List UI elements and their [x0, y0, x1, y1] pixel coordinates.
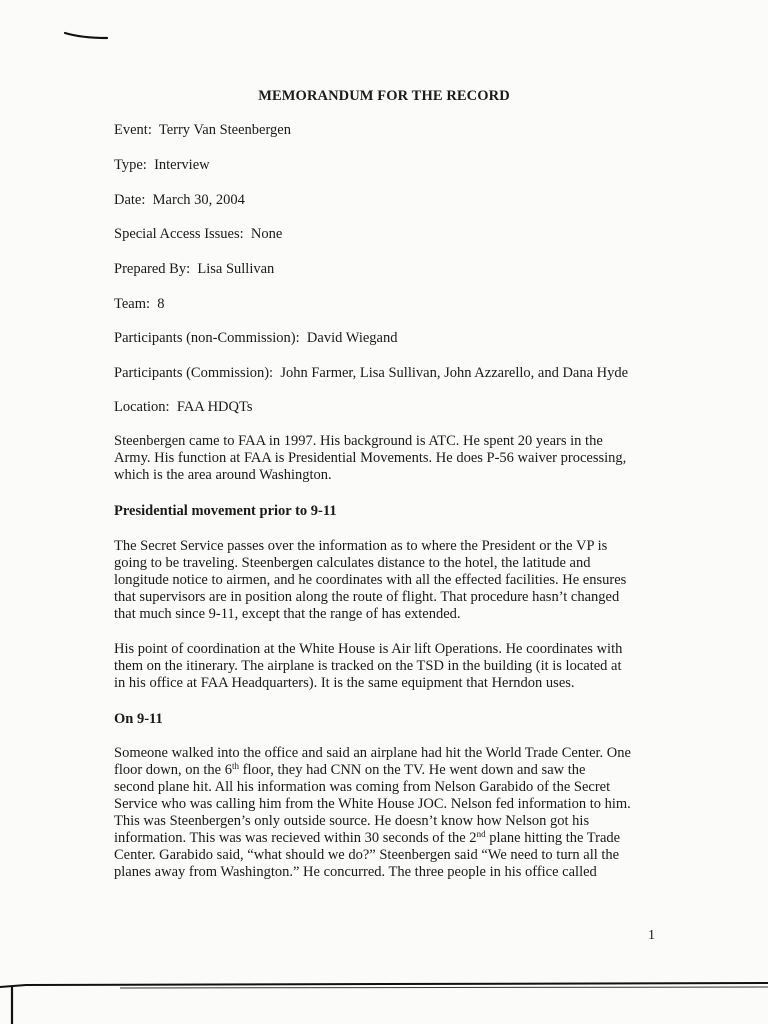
field-label: Location: [114, 399, 170, 415]
paragraph-line: Center. Garabido said, “what should we do?” Steenbergen said “We need to turn all the [114, 847, 620, 863]
field-event [114, 122, 291, 139]
field-value: Lisa Sullivan [197, 261, 275, 277]
paragraph-line: Army. His function at FAA is Presidential Movements. He does P-56 waiver processing, [114, 450, 627, 466]
field-location [114, 399, 253, 416]
pen-mark-icon [63, 30, 109, 40]
field-label: Participants (non-Commission): [114, 330, 300, 346]
field-value: Terry Van Steenbergen [158, 122, 291, 138]
paragraph-line: which is the area around Washington. [114, 467, 332, 483]
field-label: Participants (Commission): [114, 365, 274, 381]
memo-title: MEMORANDUM FOR THE RECORD [258, 88, 510, 104]
paragraph-line: The Secret Service passes over the information as to where the President or the VP is [114, 538, 608, 554]
field-value: March 30, 2004 [152, 192, 245, 208]
field-label: Team: [114, 296, 151, 312]
field-type [114, 157, 210, 174]
field-value: 8 [157, 296, 165, 312]
paragraph-line: going to be traveling. Steenbergen calculates distance to the hotel, the latitude and [114, 555, 591, 571]
ordinal-superscript: nd [476, 829, 486, 839]
field-participants-commission [114, 365, 628, 382]
line-text: plane hitting the Trade [485, 830, 621, 846]
section-heading-on-9-11: On 9-11 [114, 711, 163, 727]
paragraph-line [114, 830, 644, 847]
presidential-movement-paragraph-2 [114, 641, 644, 692]
field-special-access [114, 226, 282, 243]
paragraph-line [114, 762, 644, 779]
paragraph-line: that much since 9-11, except that the range of has extended. [114, 606, 461, 622]
paragraph-line: planes away from Washington.” He concurred. The three people in his office called [114, 864, 597, 880]
field-value: None [250, 226, 283, 242]
field-team [114, 296, 165, 313]
paragraph-line: This was Steenbergen’s only outside source. He doesn’t know how Nelson got his [114, 813, 590, 829]
ordinal-superscript: th [232, 761, 240, 771]
paragraph-line: that supervisors are in position along the route of flight. That procedure hasn’t changed [114, 589, 620, 605]
line-text: floor, they had CNN on the TV. He went down and saw the [239, 762, 586, 778]
field-value: David Wiegand [306, 330, 398, 346]
field-value: John Farmer, Lisa Sullivan, John Azzarello, and Dana Hyde [280, 365, 629, 381]
field-label: Prepared By: [114, 261, 191, 277]
paragraph-line: Service who was calling him from the White House JOC. Nelson fed information to him. [114, 796, 631, 812]
intro-paragraph [114, 433, 644, 484]
section-heading-presidential-movement: Presidential movement prior to 9-11 [114, 503, 337, 519]
field-value: FAA HDQTs [176, 399, 253, 415]
line-text: information. This was was recieved within 30 seconds of the 2 [114, 830, 477, 846]
field-label: Event: [114, 122, 152, 138]
field-label: Special Access Issues: [114, 226, 244, 242]
paragraph-line: Steenbergen came to FAA in 1997. His background is ATC. He spent 20 years in the [114, 433, 603, 449]
paragraph-line: longitude notice to airmen, and he coordinates with all the effected facilities. He ensures [114, 572, 627, 588]
scan-edge-mark [0, 975, 768, 1024]
page-number: 1 [648, 928, 655, 943]
field-label: Date: [114, 192, 146, 208]
presidential-movement-paragraph-1 [114, 538, 644, 623]
field-prepared-by [114, 261, 274, 278]
paragraph-line: them on the itinerary. The airplane is tracked on the TSD in the building (it is located at [114, 658, 622, 674]
paragraph-line: His point of coordination at the White House is Air lift Operations. He coordinates with [114, 641, 623, 657]
paragraph-line: Someone walked into the office and said an airplane had hit the World Trade Center. One [114, 745, 631, 761]
paragraph-line: second plane hit. All his information was coming from Nelson Garabido of the Secret [114, 779, 611, 795]
field-value: Interview [154, 157, 210, 173]
field-date [114, 192, 245, 209]
field-participants-non-commission [114, 330, 397, 347]
line-text: floor down, on the 6 [114, 762, 232, 778]
paragraph-line: in his office at FAA Headquarters). It is the same equipment that Herndon uses. [114, 675, 575, 691]
field-label: Type: [114, 157, 147, 173]
on-9-11-paragraph [114, 745, 644, 881]
